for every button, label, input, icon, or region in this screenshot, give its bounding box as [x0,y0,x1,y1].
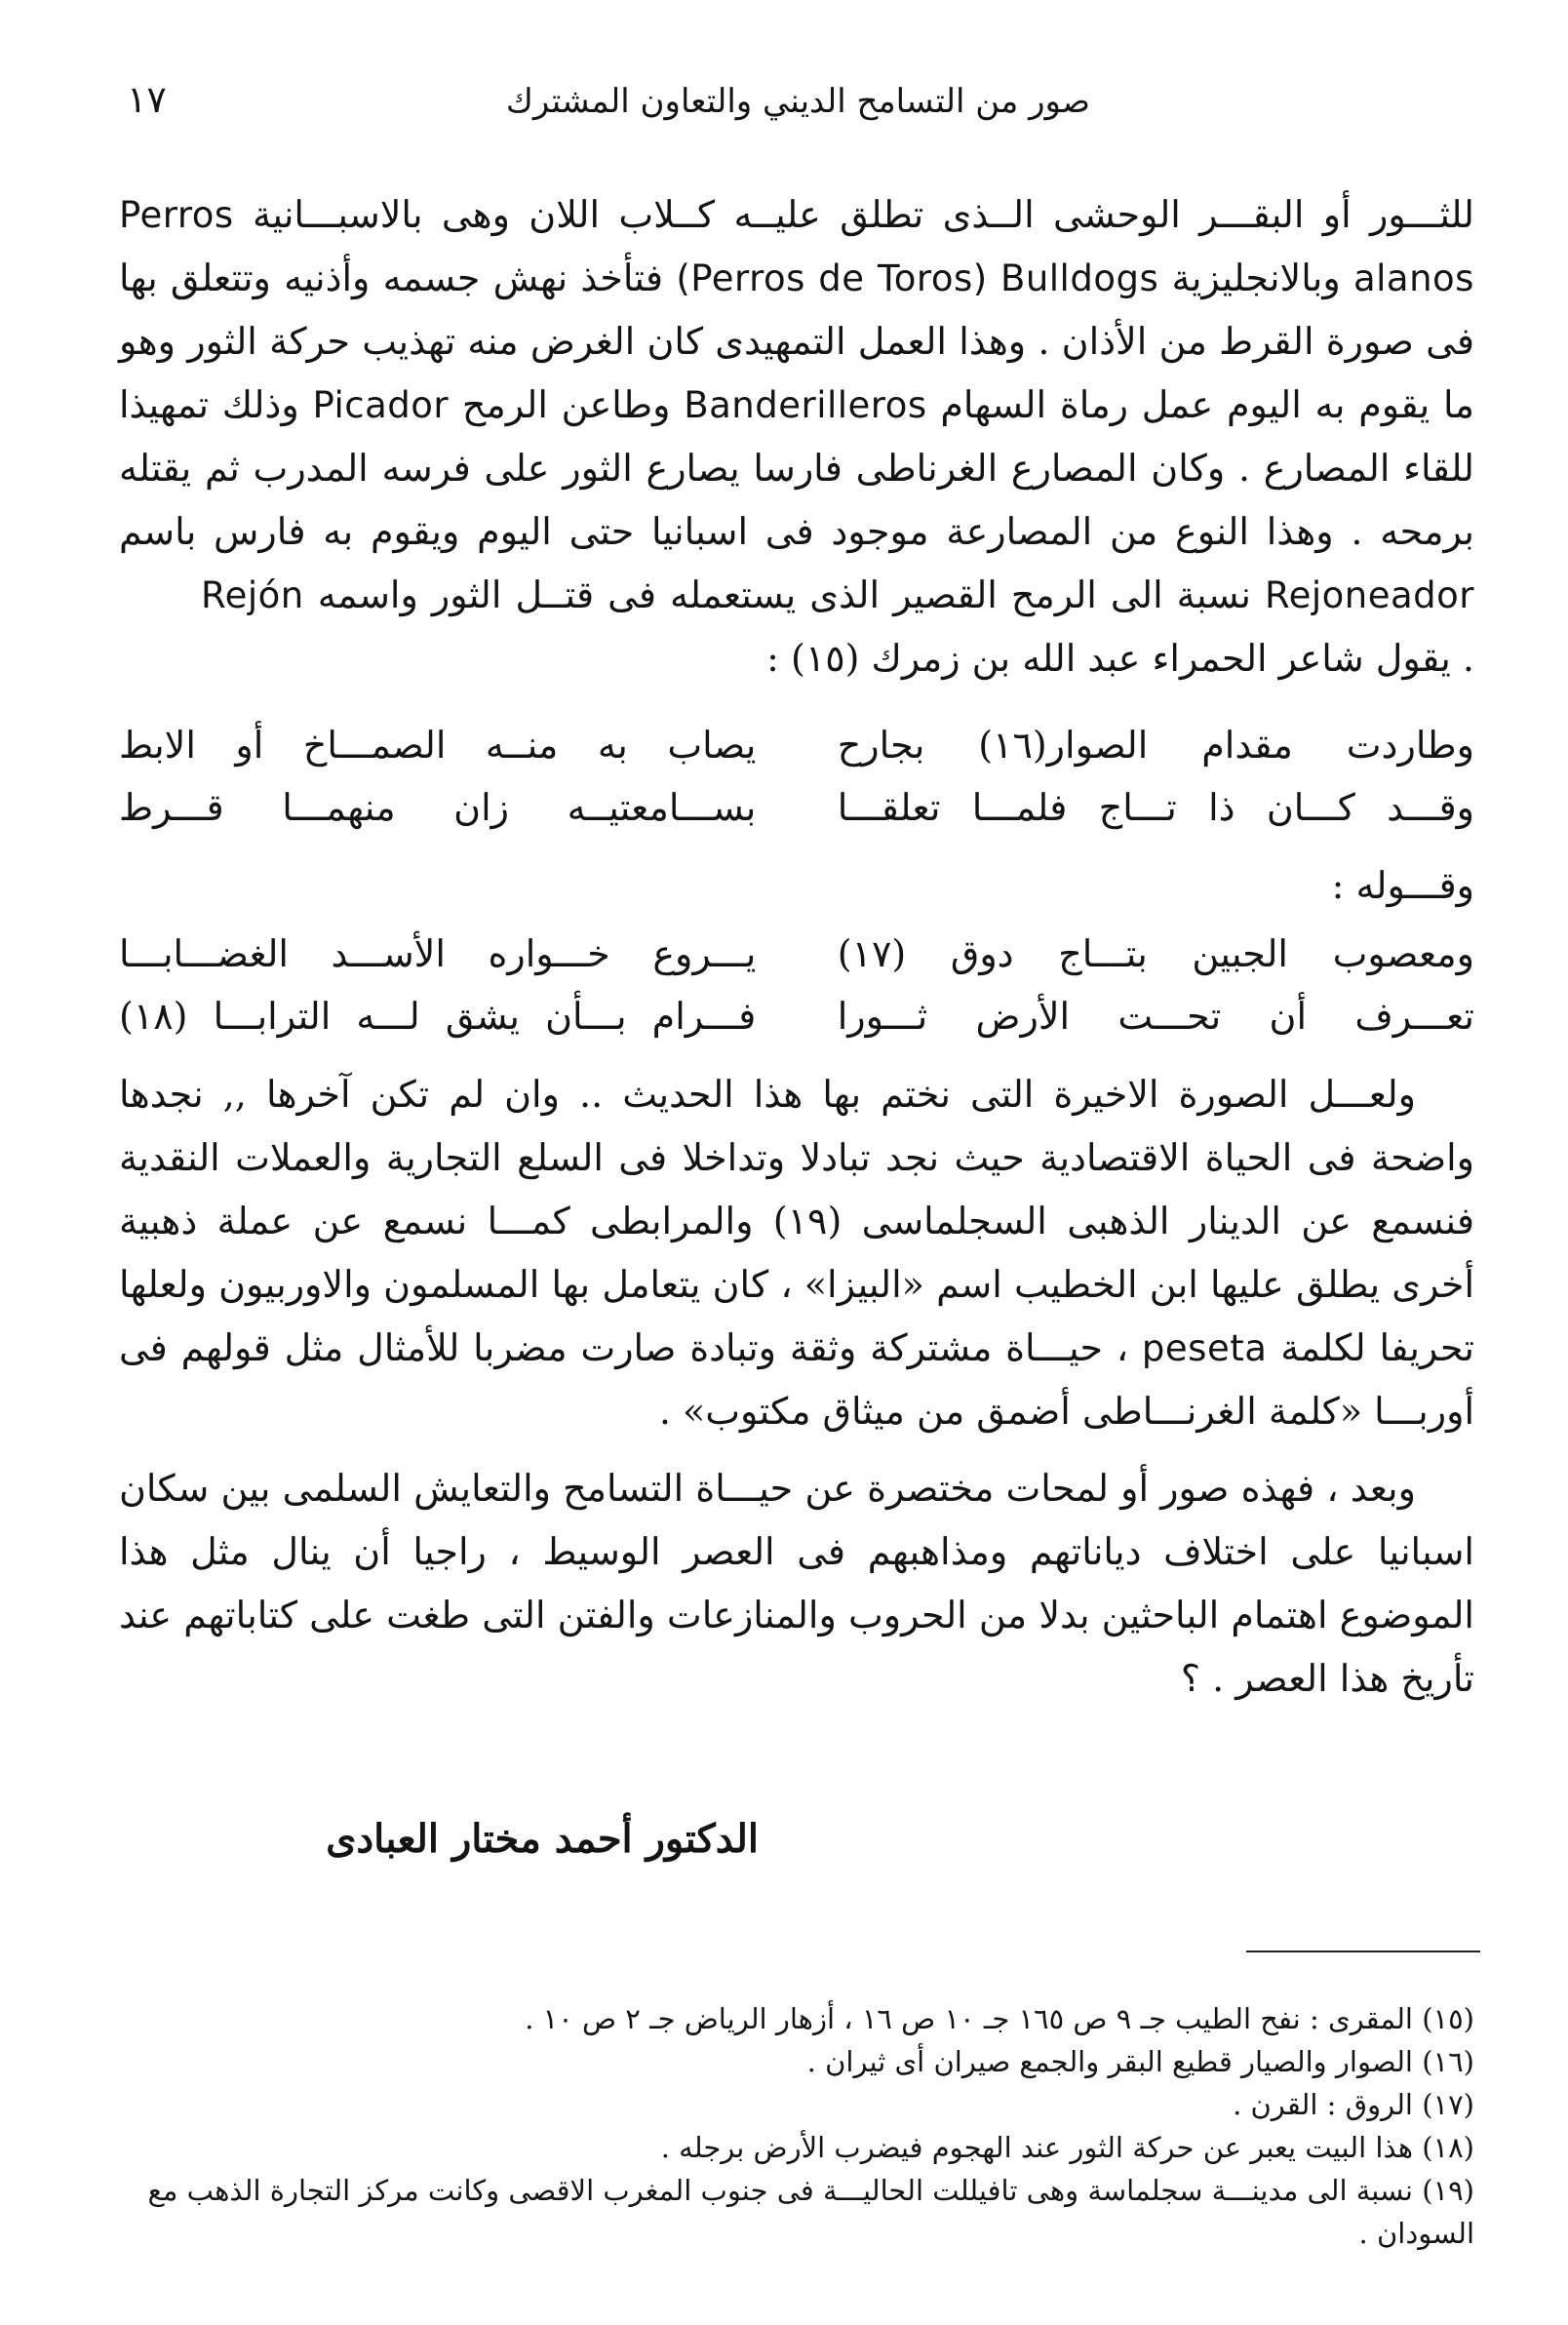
verse-intro: وقـــوله : [1331,864,1474,907]
text-run: . يقول شاعر الحمراء عبد الله بن زمرك (١٥) : [766,637,1474,680]
paragraph-economy [119,1063,1474,1443]
paragraph-conclusion: وبعد ، فهذه صور أو لمحات مختصرة عن حيـــاة التسامح والتعايش السلمى بين سكان اسبانيا على اختلاف دياناتهم ومذاهبهم فى العصر الوسيط ، راجيا أن ينال مثل هذا الموضوع اهتمام الباحثين بدلا من الحروب والمنازعات والفتن التى طغت على كتاباتهم عند تأريخ هذا العصر . ؟ [119,1467,1474,1700]
footnote-divider [1246,1951,1480,1952]
footnote-17: (١٧) الروق : القرن . [1233,2088,1474,2121]
latin-term: Rejón [201,574,304,616]
poem-second [119,923,1474,1047]
text-run: وذلك تمهيذا للقاء المصارع . وكان المصارع الغرناطى فارسا يصارع الثور على فرسه المدرب ثم يقتله برمحه . وهذا النوع من المصارعة موجود فى اسبانيا حتى اليوم ويقوم به فارس باسم [119,383,1474,553]
verse-line [119,776,1474,839]
latin-term: Bulldogs [1000,257,1159,299]
verse-first-hemistich: ومعصوب الجبين بتـــاج دوق (١٧) [837,932,1474,975]
latin-term: peseta [1141,1327,1268,1369]
text-run: للثـــور أو البقـــر الوحشى الــذى تطلق عليــه كــلاب اللان وهى بالاسبـــانية [253,193,1474,236]
author-signature: الدكتور أحمد مختار العبادى [326,1816,759,1862]
footnote-19: (١٩) نسبة الى مدينـــة سجلماسة وهى تافيللت الحاليـــة فى جنوب المغرب الاقصى وكانت مركز التجارة الذهب مع السودان . [147,2174,1474,2250]
verse-line [119,985,1474,1047]
text-run: وبالانجليزية [1171,256,1341,299]
text-run: ، حيـــاة مشتركة وثقة وتبادة صارت مضربا للأمثال مثل قولهم فى أوربـــا «كلمة الغرنـــاطى أضمق من ميثاق مكتوب» . [119,1326,1474,1433]
page-number: ١٧ [127,78,167,121]
verse-second-hemistich: فـــرام بـــأن يشق لـــه الترابـــا (١٨) [119,995,757,1038]
verse-second-hemistich: يصاب به منــه الصمـــاخ أو الابط [119,724,757,767]
latin-term: Rejoneador [1265,574,1474,616]
latin-term: Picador [312,384,450,426]
paragraph-bullfighting [119,183,1474,690]
footnote-18: (١٨) هذا البيت يعبر عن حركة الثور عند الهجوم فيضرب الأرض برجله . [660,2131,1474,2164]
footnotes [119,1997,1474,2255]
verse-first-hemistich: وطاردت مقدام الصوار(١٦) بجارح [837,724,1474,767]
page-header [117,72,1451,131]
verse-line [119,923,1474,985]
footnote-16: (١٦) الصوار والصيار قطيع البقر والجمع صيران أى ثيران . [806,2045,1474,2078]
verse-first-hemistich: وقـــد كـــان ذا تـــاج فلمـــا تعلقـــا [837,786,1474,829]
poem-ibn-zamrak [119,714,1474,839]
text-run: نسبة الى الرمح القصير الذى يستعمله فى قتــل الثور واسمه [317,573,1251,616]
verse-first-hemistich: تعـــرف أن تحـــت الأرض ثـــورا [837,995,1474,1038]
text-run: ولعـــل الصورة الاخيرة التى نختم بها هذا الحديث .. وان لم تكن آخرها ,, نجدها واضحة فى الحياة الاقتصادية حيث نجد تبادلا وتداخلا فى السلع التجارية والعملات النقدية فنسمع عن الدينار الذهبى السجلماسى (١٩) والمرابطى كمـــا نسمع عن عملة ذهبية أخرى يطلق عليها ابن الخطيب اسم «البيزا» ، كان يتعامل بها المسلمون والاوربيون ولعلها تحريفا لكلمة [119,1073,1474,1369]
running-title: صور من التسامح الديني والتعاون المشترك [505,82,1090,121]
verse-second-hemistich: بســـامعتيــه زان منهمـــا قـــرط [119,786,757,829]
main-text [119,183,1474,1711]
latin-term: (Perros de Toros) [676,257,988,299]
text-run: وطاعن الرمح [461,383,671,426]
footnote-15: (١٥) المقرى : نفح الطيب جـ ٩ ص ١٦٥ جـ ١٠ ص ١٦ ، أزهار الرياض جـ ٢ ص ١٠ . [525,2002,1474,2035]
latin-term: Banderilleros [684,384,927,426]
text-run: فتأخذ نهش جسمه وأذنيه وتتعلق بها فى صورة القرط من الأذان . وهذا العمل التمهيدى كان الغرض منه تهذيب حركة الثور وهو ما يقوم به اليوم عمل رماة السهام [119,256,1474,426]
latin-term: Perros alanos [119,194,1474,299]
verse-line [119,714,1474,776]
verse-second-hemistich: يـــروع خـــواره الأســـد الغضـــابـــا [119,932,757,975]
